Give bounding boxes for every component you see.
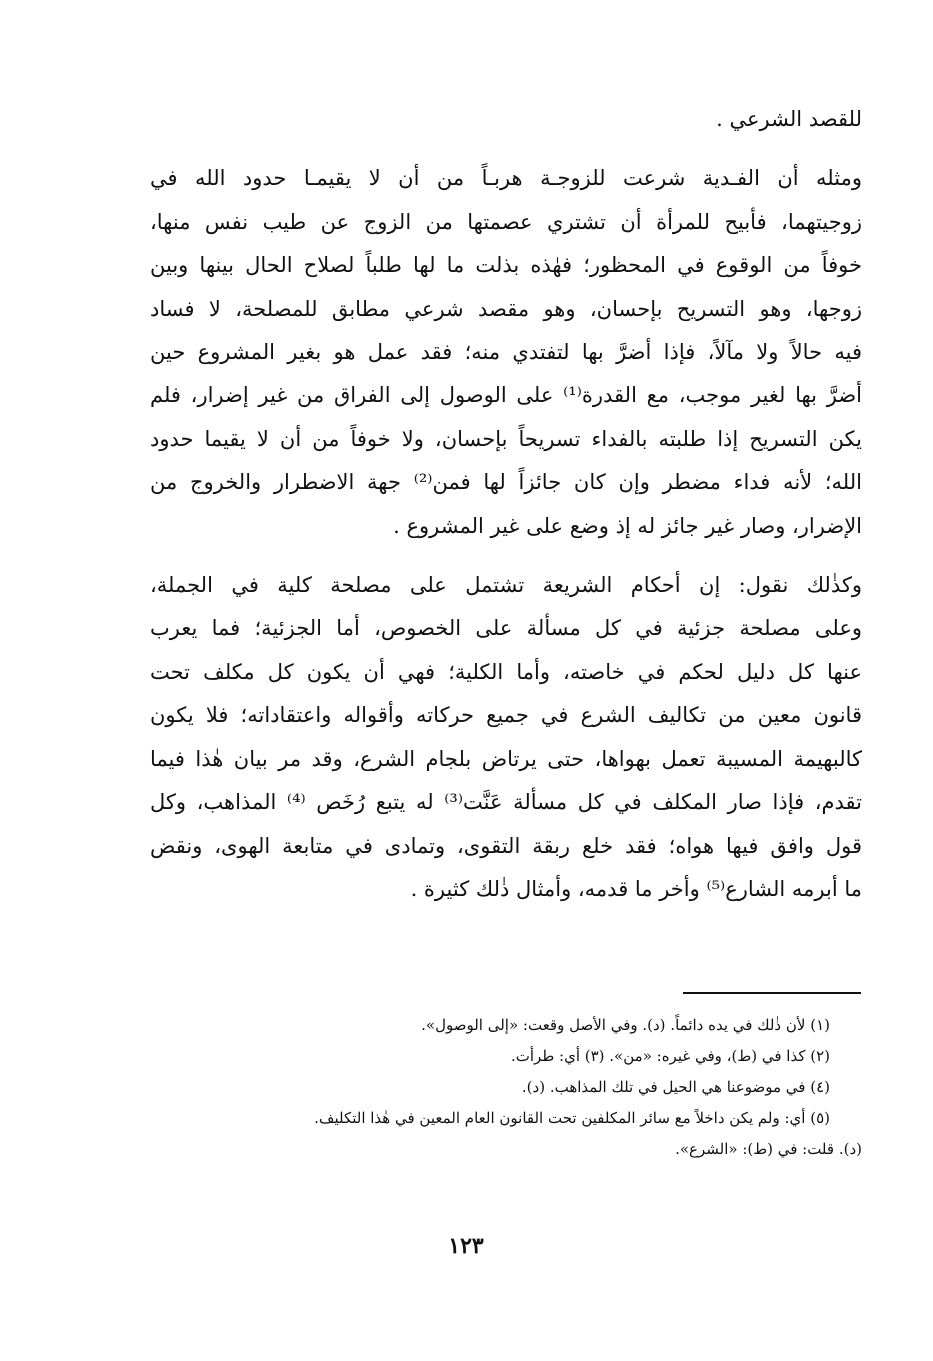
text-line: زوجها، وهو التسريح بإحسان، وهو مقصد شرعي مطابق للمصلحة، لا فساد <box>150 296 862 321</box>
text-line: الإضرار، وصار غير جائز له إذ وضع على غير المشروع . <box>393 513 862 538</box>
text-line: كالبهيمة المسيبة تعمل بهواها، حتى يرتاض بلجام الشرع، وقد مر بيان هٰذا فيما <box>150 746 862 771</box>
page-number: ١٢٣ <box>448 1233 484 1259</box>
text-line: ومثله أن الفـدية شرعت للزوجـة هربـاً من أن لا يقيمـا حدود الله في <box>150 166 862 191</box>
text-line: تقدم، فإذا صار المكلف في كل مسألة عَنَّت⁽³⁾ له يتبع رُخَص ⁽⁴⁾ المذاهب، وكل <box>150 790 862 815</box>
footnotes <box>150 1010 862 1165</box>
footnote-line: (٢) كذا في (ط)، وفي غيره: «من». (٣) أي: طرأت. <box>510 1047 830 1065</box>
text-line: قانون معين من تكاليف الشرع في جميع حركاته وأقواله واعتقاداته؛ فلا يكون <box>150 703 862 728</box>
text-line: أضرَّ بها لغير موجب، مع القدرة⁽¹⁾ على الوصول إلى الفراق من غير إضرار، فلم <box>150 383 862 408</box>
text-line: للقصد الشرعي . <box>716 107 862 131</box>
text-line: وكذٰلك نقول: إن أحكام الشريعة تشتمل على مصلحة كلية في الجملة، <box>150 573 862 598</box>
footnote-separator <box>683 992 861 994</box>
footnote-line: (د). قلت: في (ط): «الشرع». <box>675 1140 862 1158</box>
text-line: يكن التسريح إذا طلبته بالفداء تسريحاً بإحسان، ولا خوفاً من أن لا يقيما حدود <box>150 426 862 451</box>
text-line: زوجيتهما، فأبيح للمرأة أن تشتري عصمتها من الزوج عن طيب نفس منها، <box>150 209 862 234</box>
text-line: فيه حالاً ولا مآلاً، فإذا أضرَّ بها لتفتدي منه؛ فقد عمل هو بغير المشروع حين <box>150 340 862 365</box>
text-line: عنها كل دليل لحكم في خاصته، وأما الكلية؛ فهي أن يكون كل مكلف تحت <box>150 659 862 684</box>
paragraph-gap <box>150 141 862 157</box>
main-text <box>150 98 862 911</box>
text-line: خوفاً من الوقوع في المحظور؛ فهٰذه بذلت ما لها طلباً لصلاح الحال بينها وبين <box>150 253 862 278</box>
text-line: ما أبرمه الشارع⁽⁵⁾ وأخر ما قدمه، وأمثال ذٰلك كثيرة . <box>410 876 862 901</box>
footnote-line: (٤) في موضوعنا هي الحيل في تلك المذاهب. (د). <box>521 1078 830 1096</box>
text-line: وعلى مصلحة جزئية في كل مسألة على الخصوص، أما الجزئية؛ فما يعرب <box>150 616 862 641</box>
footnote-line: (١) لأن ذٰلك في يده دائماً. (د). وفي الأصل وقعت: «إلى الوصول». <box>421 1016 830 1034</box>
footnote-line: (٥) أي: ولم يكن داخلاً مع سائر المكلفين تحت القانون العام المعين في هٰذا التكليف. <box>314 1109 830 1127</box>
paragraph-gap <box>150 548 862 564</box>
text-line: قول وافق فيها هواه؛ فقد خلع ربقة التقوى، وتمادى في متابعة الهوى، ونقض <box>150 833 862 858</box>
text-line: الله؛ لأنه فداء مضطر وإن كان جائزاً لها فمن⁽²⁾ جهة الاضطرار والخروج من <box>150 470 862 495</box>
